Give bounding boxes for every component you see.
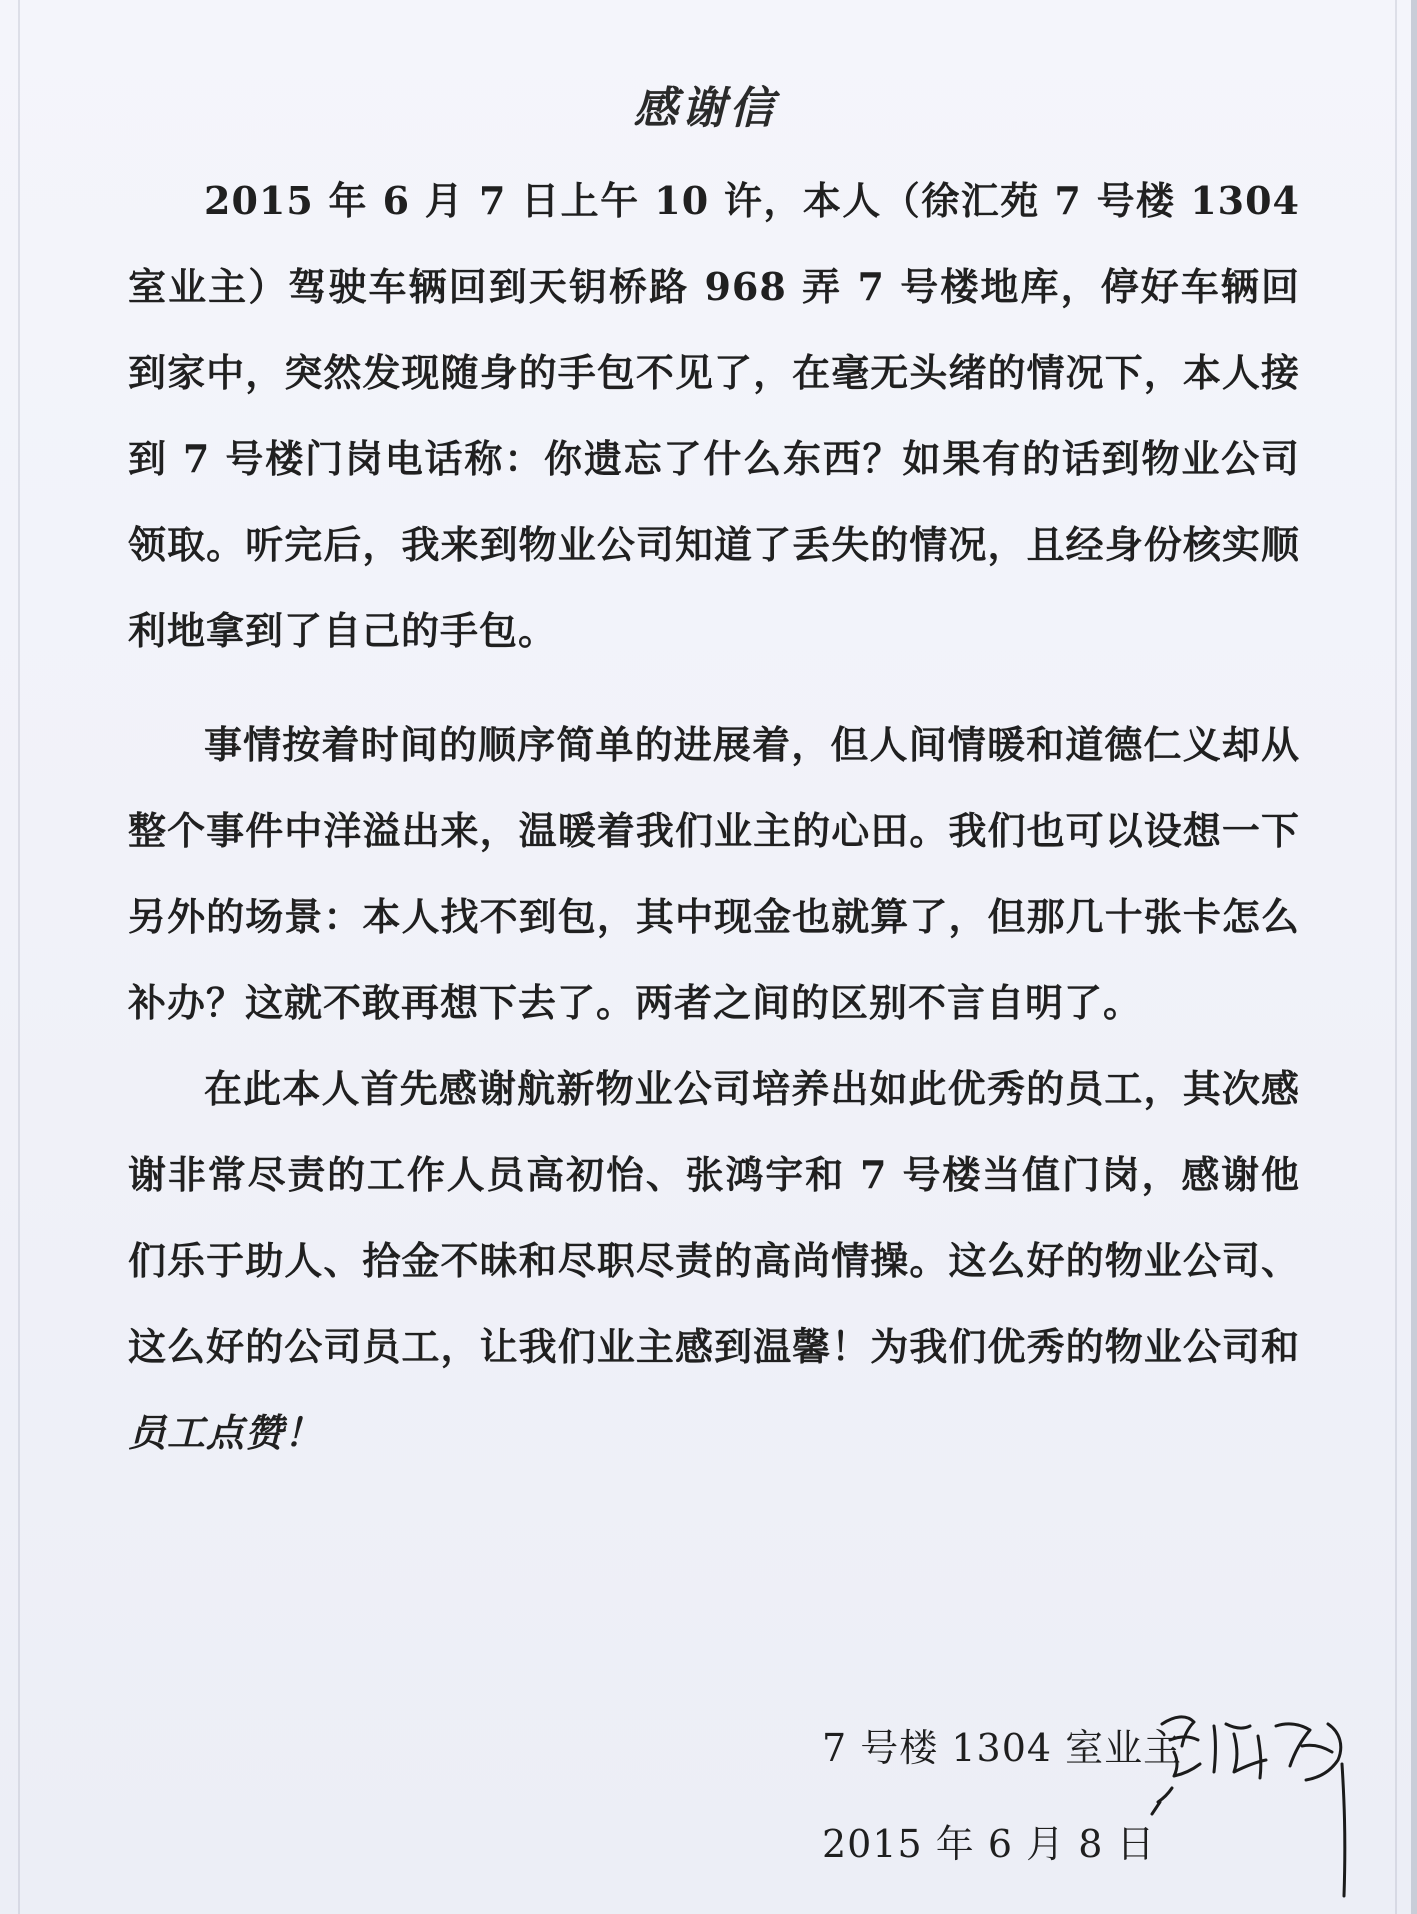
scan-edge-right [1395, 0, 1397, 1914]
signature-owner: 7 号楼 1304 室业主 [822, 1726, 1183, 1770]
handwritten-signature [1150, 1706, 1380, 1906]
paragraph-3-text: 在此本人首先感谢航新物业公司培养出如此优秀的员工，其次感谢非常尽责的工作人员高初怡、张鸿宇和 7 号楼当值门岗，感谢他们乐于助人、拾金不昧和尽职尽责的高尚情操。这么好的物业公司、这么好的公司员工，让我们业主感到温馨！为我们优秀的物业公司和 [128, 1066, 1300, 1369]
letter-body [128, 158, 1300, 1476]
paragraph-1: 2015 年 6 月 7 日上午 10 许，本人（徐汇苑 7 号楼 1304 室业主）驾驶车辆回到天钥桥路 968 弄 7 号楼地库，停好车辆回到家中，突然发现随身的手包不见了，在毫无头绪的情况下，本人接到 7 号楼门岗电话称：你遗忘了什么东西？如果有的话到物业公司领取。听完后，我来到物业公司知道了丢失的情况，且经身份核实顺利地拿到了自己的手包。 [128, 178, 1300, 653]
paragraph-2: 事情按着时间的顺序简单的进展着，但人间情暖和道德仁义却从整个事件中洋溢出来，温暖着我们业主的心田。我们也可以设想一下另外的场景：本人找不到包，其中现金也就算了，但那几十张卡怎么补办？这就不敢再想下去了。两者之间的区别不言自明了。 [128, 722, 1300, 1025]
paragraph-3-italic-tail: 员工点赞！ [128, 1410, 324, 1455]
scan-edge-left [18, 0, 20, 1914]
paragraph-3 [128, 1046, 1300, 1476]
signature-block [822, 1722, 1182, 1870]
signature-date: 2015 年 6 月 8 日 [822, 1822, 1156, 1866]
letter-title: 感谢信 [633, 83, 778, 134]
